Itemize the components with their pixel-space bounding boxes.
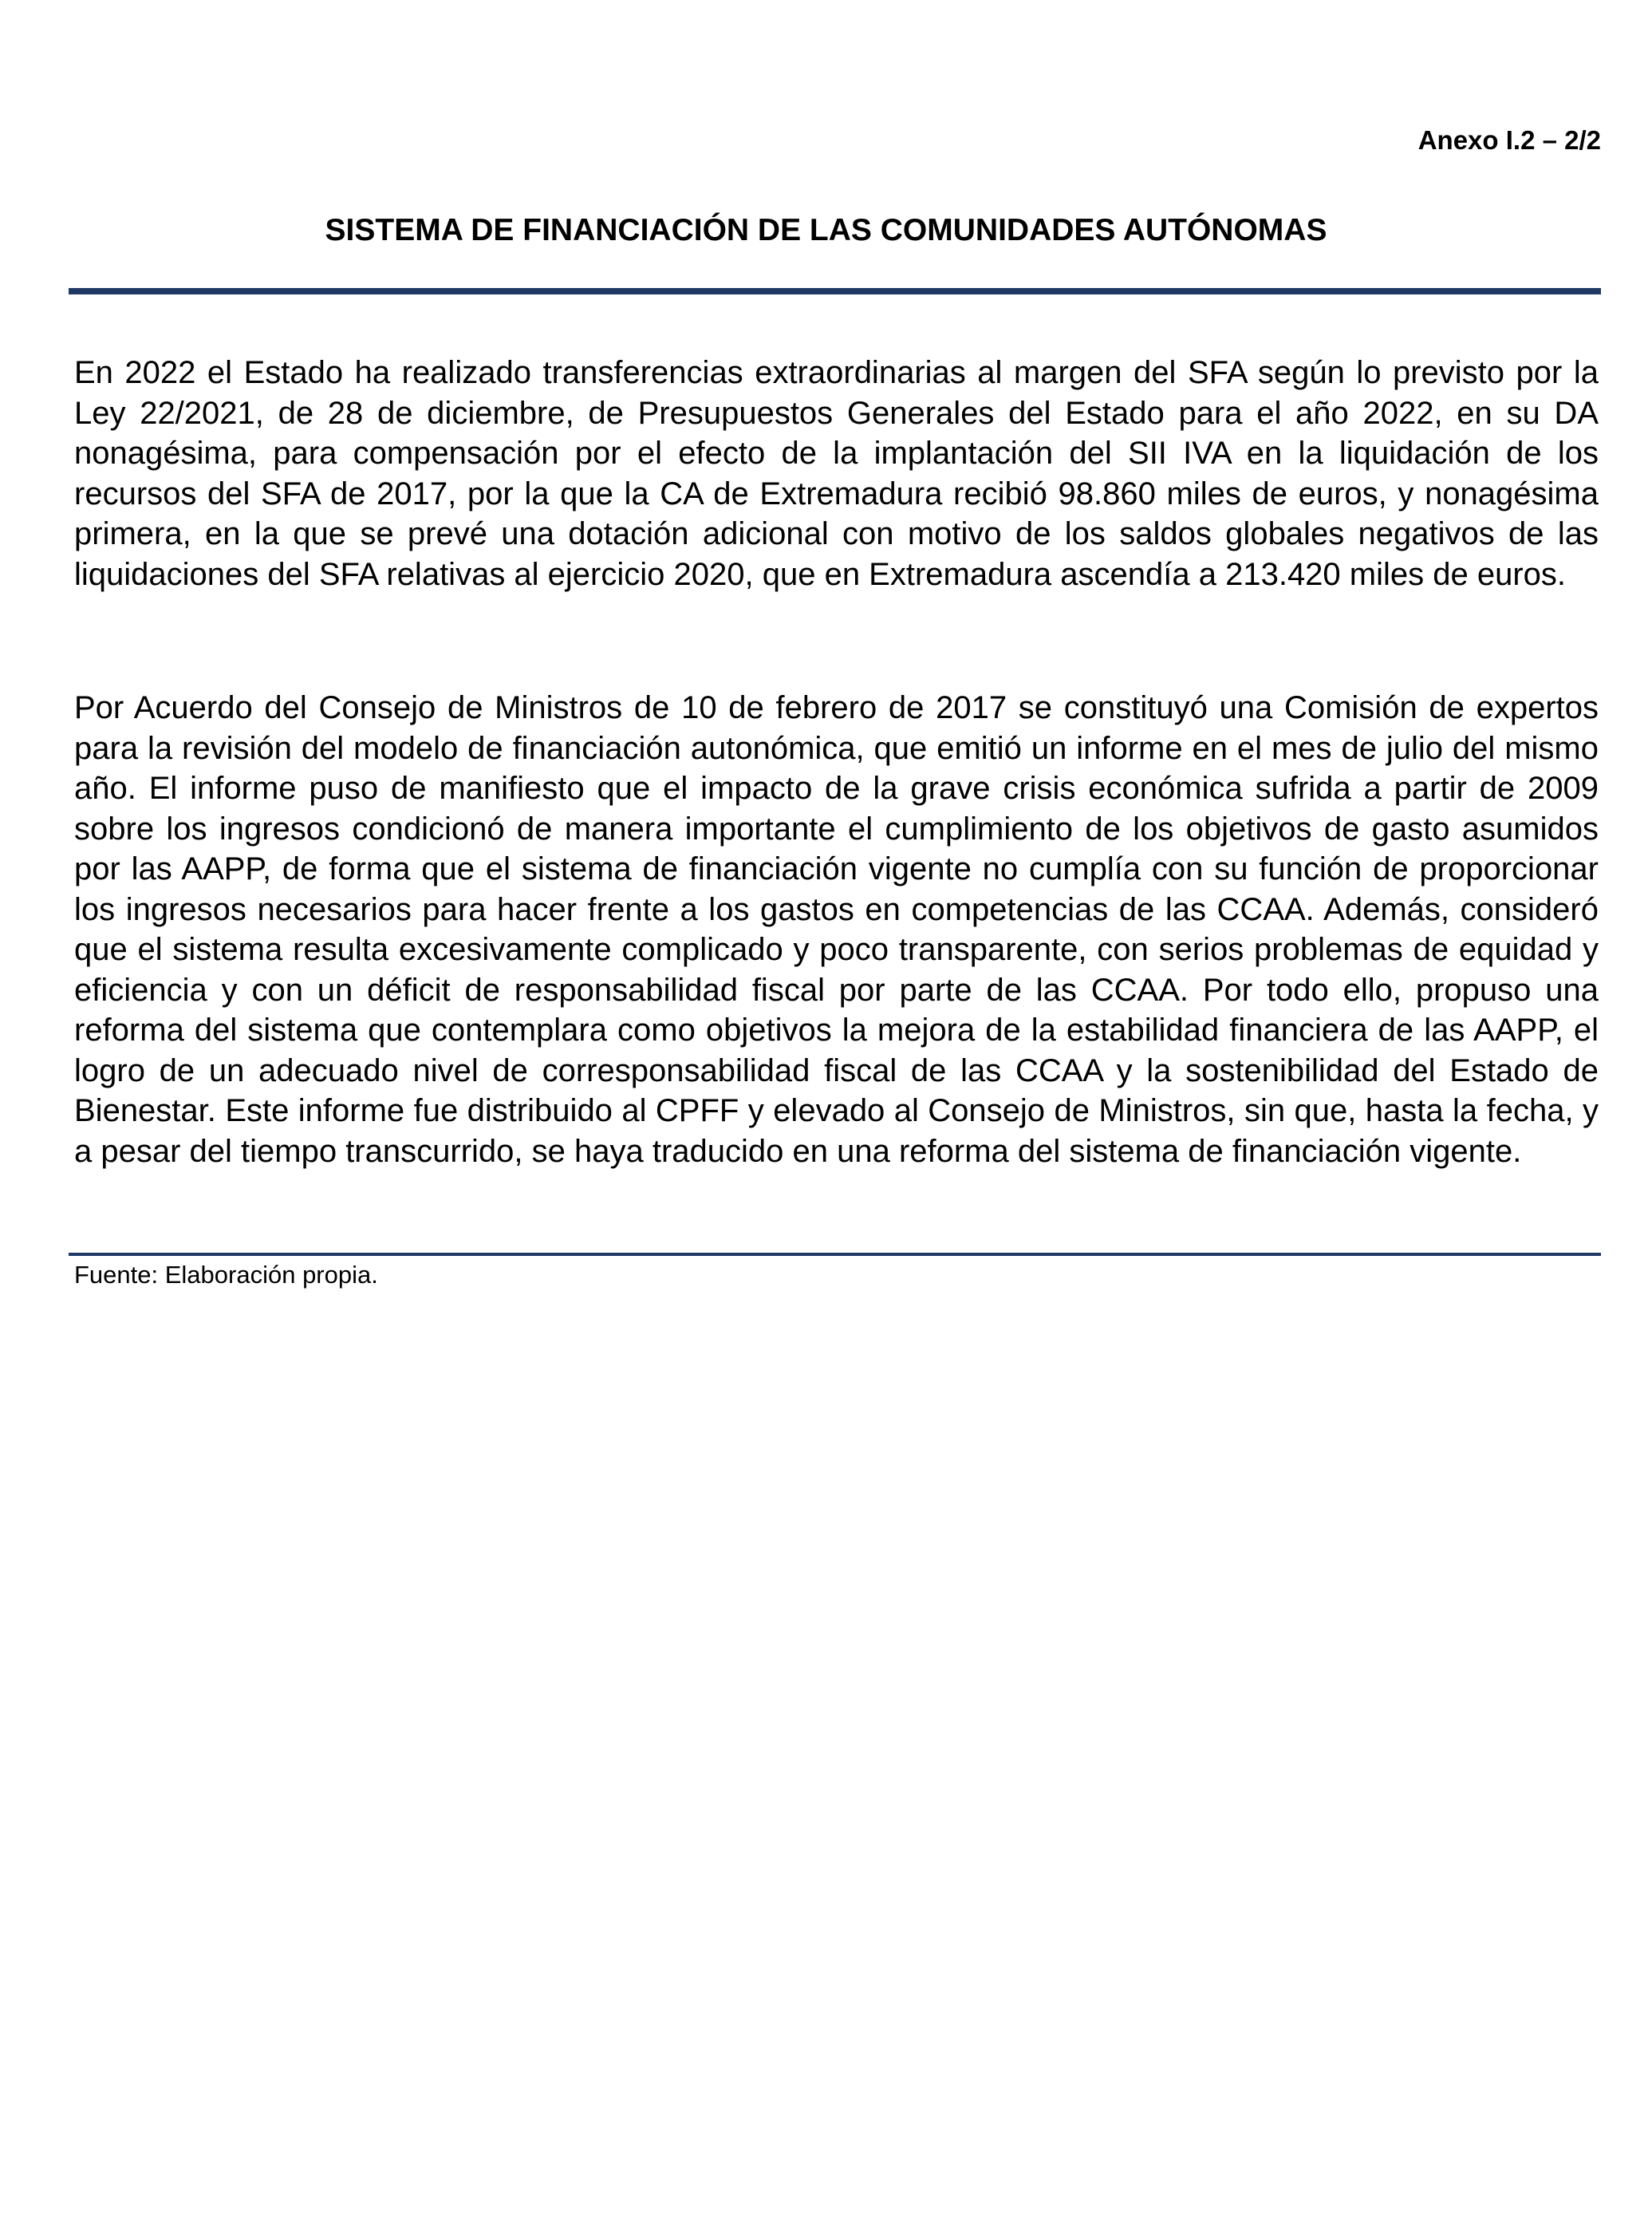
source-note: Fuente: Elaboración propia. [74, 1261, 378, 1289]
top-divider [69, 288, 1601, 294]
annex-label: Anexo I.2 – 2/2 [1417, 125, 1601, 155]
bottom-divider [69, 1253, 1601, 1256]
paragraph-transfers: En 2022 el Estado ha realizado transferencias extraordinarias al margen del SFA según lo previsto por la Ley 22/2021, de 28 de diciembre, de Presupuestos Generales del Estado para el año 2022, en su DA nonagésima, para compensación por el efecto de la implantación del SII IVA en la liquidación de los recursos del SFA de 2017, por la que la CA de Extremadura recibió 98.860 miles de euros, y nonagésima primera, en la que se prevé una dotación adicional con motivo de los saldos globales negativos de las liquidaciones del SFA relativas al ejercicio 2020, que en Extremadura ascendía a 213.420 miles de euros. [74, 355, 1599, 592]
paragraph-expert-commission: Por Acuerdo del Consejo de Ministros de 10 de febrero de 2017 se constituyó una Comisión de expertos para la revisión del modelo de financiación autonómica, que emitió un informe en el mes de julio del mismo año. El informe puso de manifiesto que el impacto de la grave crisis económica sufrida a partir de 2009 sobre los ingresos condicionó de manera importante el cumplimiento de los objetivos de gasto asumidos por las AAPP, de forma que el sistema de financiación vigente no cumplía con su función de proporcionar los ingresos necesarios para hacer frente a los gastos en competencias de las CCAA. Además, consideró que el sistema resulta excesivamente complicado y poco transparente, con serios problemas de equidad y eficiencia y con un déficit de responsabilidad fiscal por parte de las CCAA. Por todo ello, propuso una reforma del sistema que contemplara como objetivos la mejora de la estabilidad financiera de las AAPP, el logro de un adecuado nivel de corresponsabilidad fiscal de las CCAA y la sostenibilidad del Estado de Bienestar. Este informe fue distribuido al CPFF y elevado al Consejo de Ministros, sin que, hasta la fecha, y a pesar del tiempo transcurrido, se haya traducido en una reforma del sistema de financiación vigente. [74, 690, 1599, 1169]
page-title: SISTEMA DE FINANCIACIÓN DE LAS COMUNIDADES AUTÓNOMAS [325, 213, 1327, 247]
